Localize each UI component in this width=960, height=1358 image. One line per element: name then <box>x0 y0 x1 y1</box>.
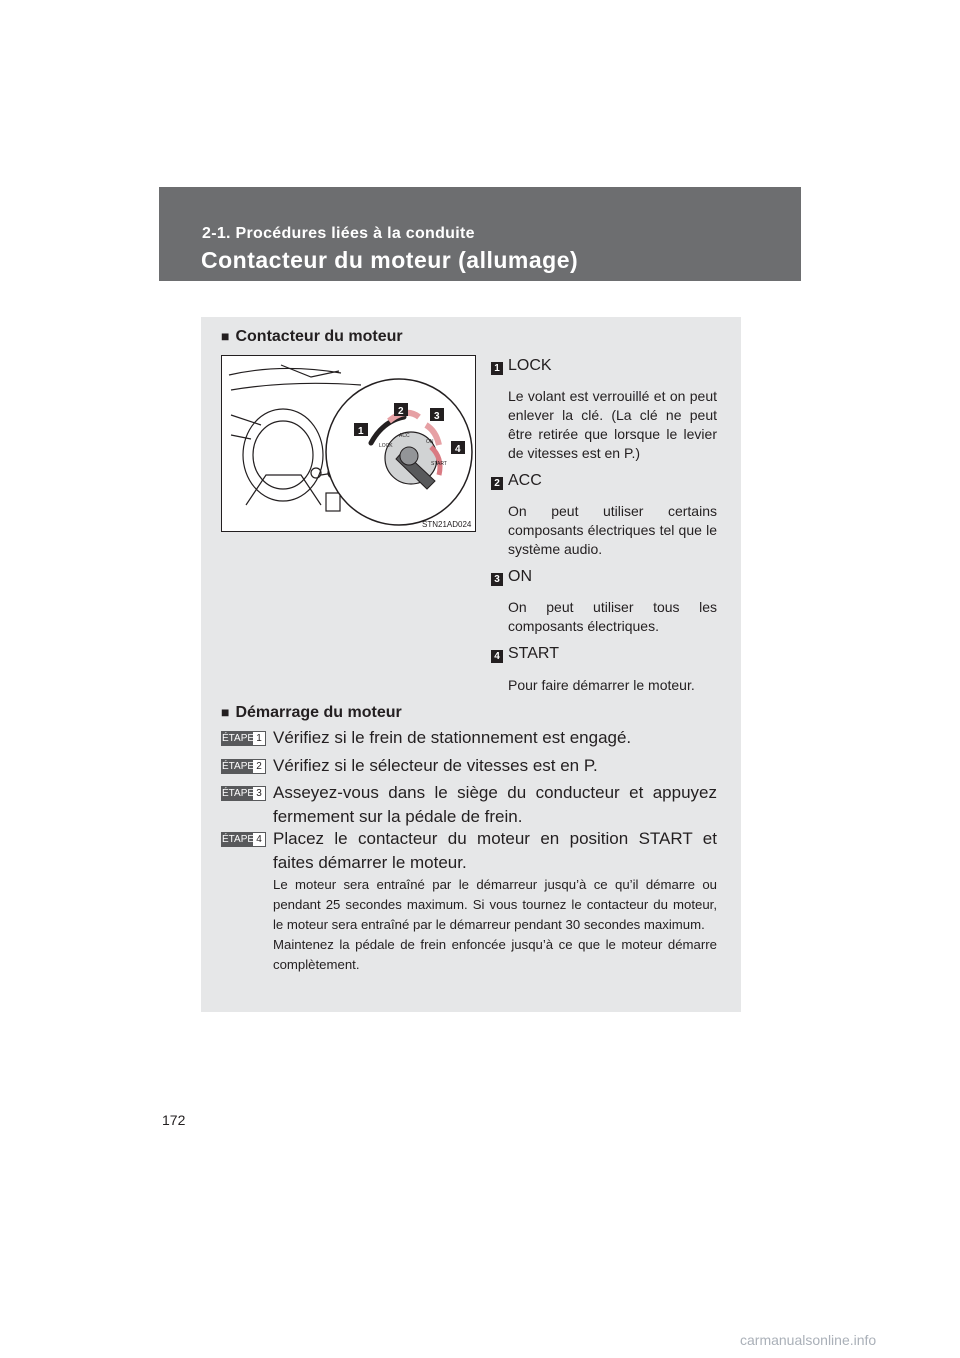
position-desc-start: Pour faire démarrer le moteur. <box>508 677 695 693</box>
square-bullet-icon: ■ <box>221 704 230 720</box>
svg-text:START: START <box>431 461 447 467</box>
step-text-4: Placez le contacteur du moteur en position START et faites démarrer le moteur. <box>273 829 717 872</box>
step-text-3: Asseyez-vous dans le siège du conducteur et appuyez fermement sur la pédale de frein. <box>273 783 717 826</box>
svg-text:3: 3 <box>434 411 440 422</box>
position-label-acc: ACC <box>508 472 542 489</box>
square-bullet-icon: ■ <box>221 328 230 344</box>
svg-text:2: 2 <box>398 406 404 417</box>
svg-text:ACC: ACC <box>399 433 410 439</box>
svg-text:LOCK: LOCK <box>379 443 393 449</box>
position-badge-3: 3 <box>491 573 503 586</box>
note-paragraph-1: Le moteur sera entraîné par le démarreur jusqu’à ce qu’il démarre ou pendant 25 secondes maximum. Si vous tournez le contacteur du moteur, le moteur sera entraîné par le démarreur pendant 30 secondes maximum. <box>273 877 717 932</box>
step-text-2: Vérifiez si le sélecteur de vitesses est en P. <box>273 756 598 775</box>
position-label-start: START <box>508 645 559 662</box>
step-tag-2: ÉTAPE 2 <box>221 759 266 774</box>
svg-text:1: 1 <box>358 426 364 437</box>
watermark: carmanualsonline.info <box>740 1332 877 1348</box>
page-title: Contacteur du moteur (allumage) <box>201 247 579 273</box>
figure-code: STN21AD024 <box>422 520 472 529</box>
page-number: 172 <box>162 1112 186 1128</box>
starting-note <box>273 875 717 975</box>
step-tag-1: ÉTAPE 1 <box>221 731 266 746</box>
chapter-header <box>159 187 801 281</box>
section-title: 2-1. Procédures liées à la conduite <box>202 225 475 242</box>
content-box <box>201 317 741 1012</box>
ignition-illustration <box>221 355 476 532</box>
position-badge-4: 4 <box>491 650 503 663</box>
position-desc-lock: Le volant est verrouillé et on peut enlever la clé. (La clé ne peut être retirée que lorsque le levier de vitesses est en P.) <box>508 388 717 461</box>
position-badge-1: 1 <box>491 362 503 375</box>
dashboard-drawing <box>221 355 476 532</box>
step-tag-3: ÉTAPE 3 <box>221 786 266 801</box>
position-desc-acc: On peut utiliser certains composants électriques tel que le système audio. <box>508 503 717 557</box>
position-label-lock: LOCK <box>508 357 552 374</box>
step-tag-4: ÉTAPE 4 <box>221 832 266 847</box>
step-text-1: Vérifiez si le frein de stationnement est engagé. <box>273 728 632 747</box>
position-desc-on: On peut utiliser tous les composants électriques. <box>508 599 717 634</box>
subheading-contacteur: ■ Contacteur du moteur <box>221 328 403 345</box>
svg-text:ON: ON <box>426 439 434 445</box>
position-label-on: ON <box>508 568 532 585</box>
note-paragraph-2: Maintenez la pédale de frein enfoncée jusqu’à ce que le moteur démarre complètement. <box>273 937 717 972</box>
position-badge-2: 2 <box>491 477 503 490</box>
subheading-demarrage: ■ Démarrage du moteur <box>221 704 402 721</box>
svg-text:4: 4 <box>455 444 461 455</box>
